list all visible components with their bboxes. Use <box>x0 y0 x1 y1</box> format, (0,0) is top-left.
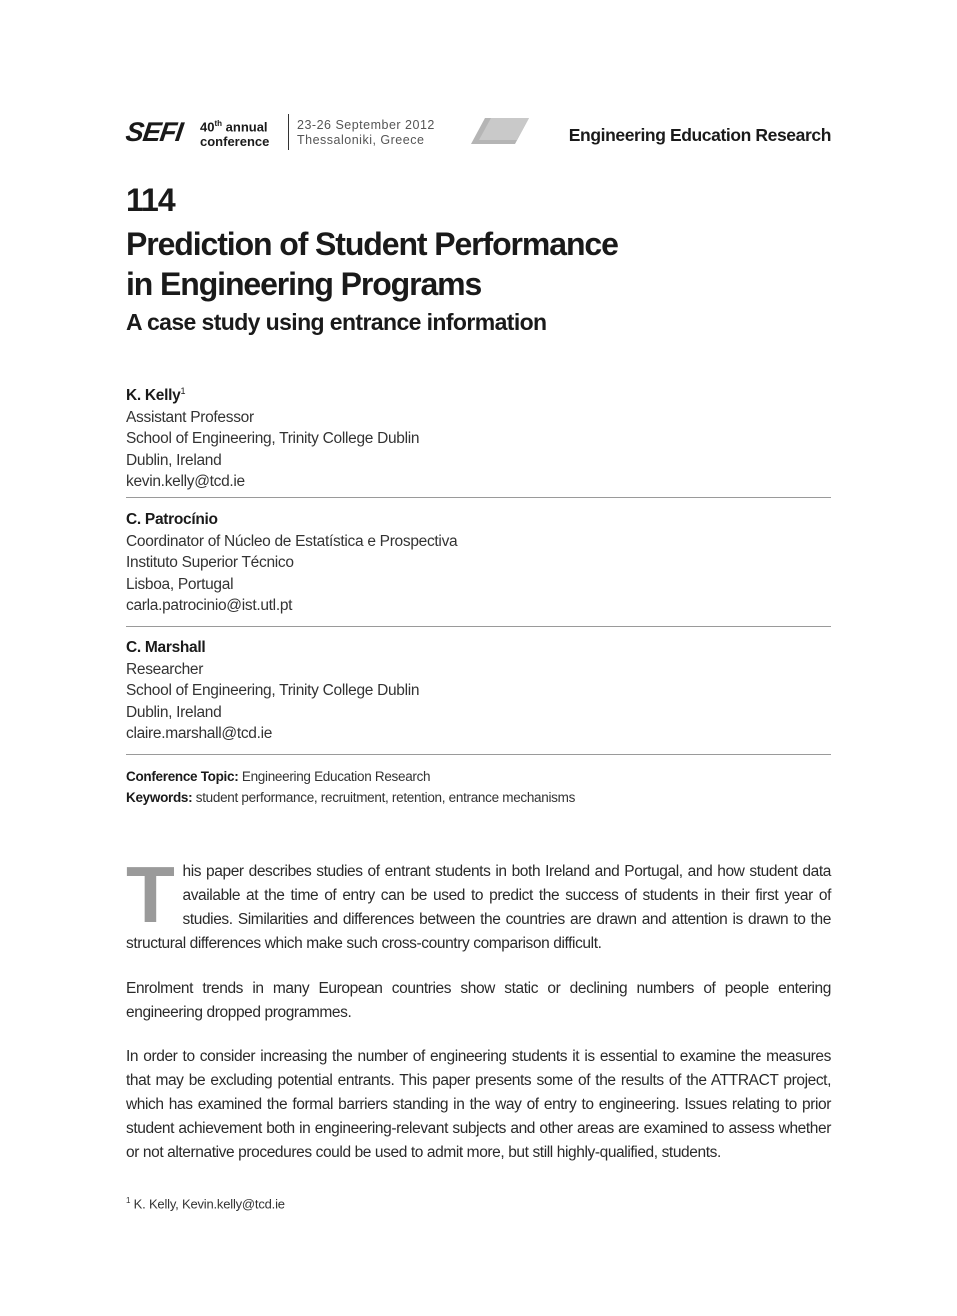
divider <box>126 497 831 498</box>
author-name <box>126 381 831 407</box>
author-position: Assistant Professor <box>126 408 254 426</box>
abstract-paragraph-1 <box>126 850 831 956</box>
author-location: Dublin, Ireland <box>126 703 222 721</box>
divider <box>126 754 831 755</box>
paper-subtitle: A case study using entrance information <box>126 309 547 335</box>
author-name: C. Marshall <box>126 639 206 656</box>
footnote-mark: 1 <box>126 1196 131 1205</box>
conference-ordinal-suffix: th <box>214 119 223 128</box>
header-divider <box>288 114 289 150</box>
abstract-p1-text: his paper describes studies of entrant students in both Ireland and Portugal, and how student data available at the time of entry can be used to predict the success of students in their first year of studies. Similarities and differences between the countries are drawn and attention is drawn to the structural differences which make such cross-country comparison difficult. <box>126 863 831 952</box>
author-affiliation: Instituto Superior Técnico <box>126 554 294 571</box>
paper-title-line1: Prediction of Student Performance <box>126 226 618 262</box>
author-location: Dublin, Ireland <box>126 451 222 469</box>
author-footnote-mark: 1 <box>180 386 186 396</box>
author-email: kevin.kelly@tcd.ie <box>126 473 245 491</box>
divider <box>126 626 831 627</box>
conference-topic <box>126 766 831 787</box>
keywords <box>126 787 831 808</box>
author-name: C. Patrocínio <box>126 511 218 528</box>
conference-location: Thessaloniki, Greece <box>297 133 425 147</box>
author-position: Coordinator of Núcleo de Estatística e Prospectiva <box>126 532 458 550</box>
keywords-label: Keywords: <box>126 790 193 805</box>
drop-cap: T <box>126 850 175 939</box>
abstract-paragraph-2: Enrolment trends in many European countries show static or declining numbers of people entering engineering dropped programmes. <box>126 980 831 1021</box>
paper-title <box>126 224 746 304</box>
author-email: carla.patrocinio@ist.utl.pt <box>126 597 293 614</box>
author-position: Researcher <box>126 660 204 678</box>
conference-word: conference <box>200 134 270 150</box>
author-block <box>126 509 831 617</box>
conference-annual: annual <box>222 119 268 135</box>
sefi-logo: SEFI <box>123 117 185 147</box>
conference-dates-block <box>297 118 435 148</box>
paper-title-line2: in Engineering Programs <box>126 266 482 302</box>
footnote-text: K. Kelly, Kevin.kelly@tcd.ie <box>130 1196 285 1212</box>
author-name-text: K. Kelly <box>126 387 181 405</box>
track-title: Engineering Education Research <box>568 125 831 145</box>
author-affiliation: School of Engineering, Trinity College Dublin <box>126 430 420 448</box>
author-block <box>126 637 831 745</box>
author-affiliation: School of Engineering, Trinity College Dublin <box>126 682 420 699</box>
keywords-value: student performance, recruitment, retention, entrance mechanisms <box>195 790 576 805</box>
author-email: claire.marshall@tcd.ie <box>126 725 273 742</box>
author-location: Lisboa, Portugal <box>126 575 234 593</box>
abstract-paragraph-3: In order to consider increasing the number of engineering students it is essential to examine the measures that may be excluding potential entrants. This paper presents some of the results of the ATTRACT project, which has examined the formal barriers standing in the way of entry to engineering. Issues relating to prior student achievement both in engineering-relevant subjects and other areas are examined to assess whether or not alternative procedures could be used to admit more, but still highly-qualified, students. <box>126 1048 831 1161</box>
paper-number: 114 <box>126 182 175 218</box>
author-block <box>126 381 831 493</box>
paper-meta <box>126 766 831 808</box>
conference-header <box>123 112 831 152</box>
conference-dates: 23-26 September 2012 <box>297 118 435 132</box>
topic-label: Conference Topic: <box>126 769 239 784</box>
conference-ordinal: 40 <box>200 119 215 135</box>
decorative-stripe-icon <box>471 118 529 144</box>
topic-value: Engineering Education Research <box>241 769 431 784</box>
conference-label <box>200 116 269 149</box>
footnote <box>126 1196 285 1211</box>
